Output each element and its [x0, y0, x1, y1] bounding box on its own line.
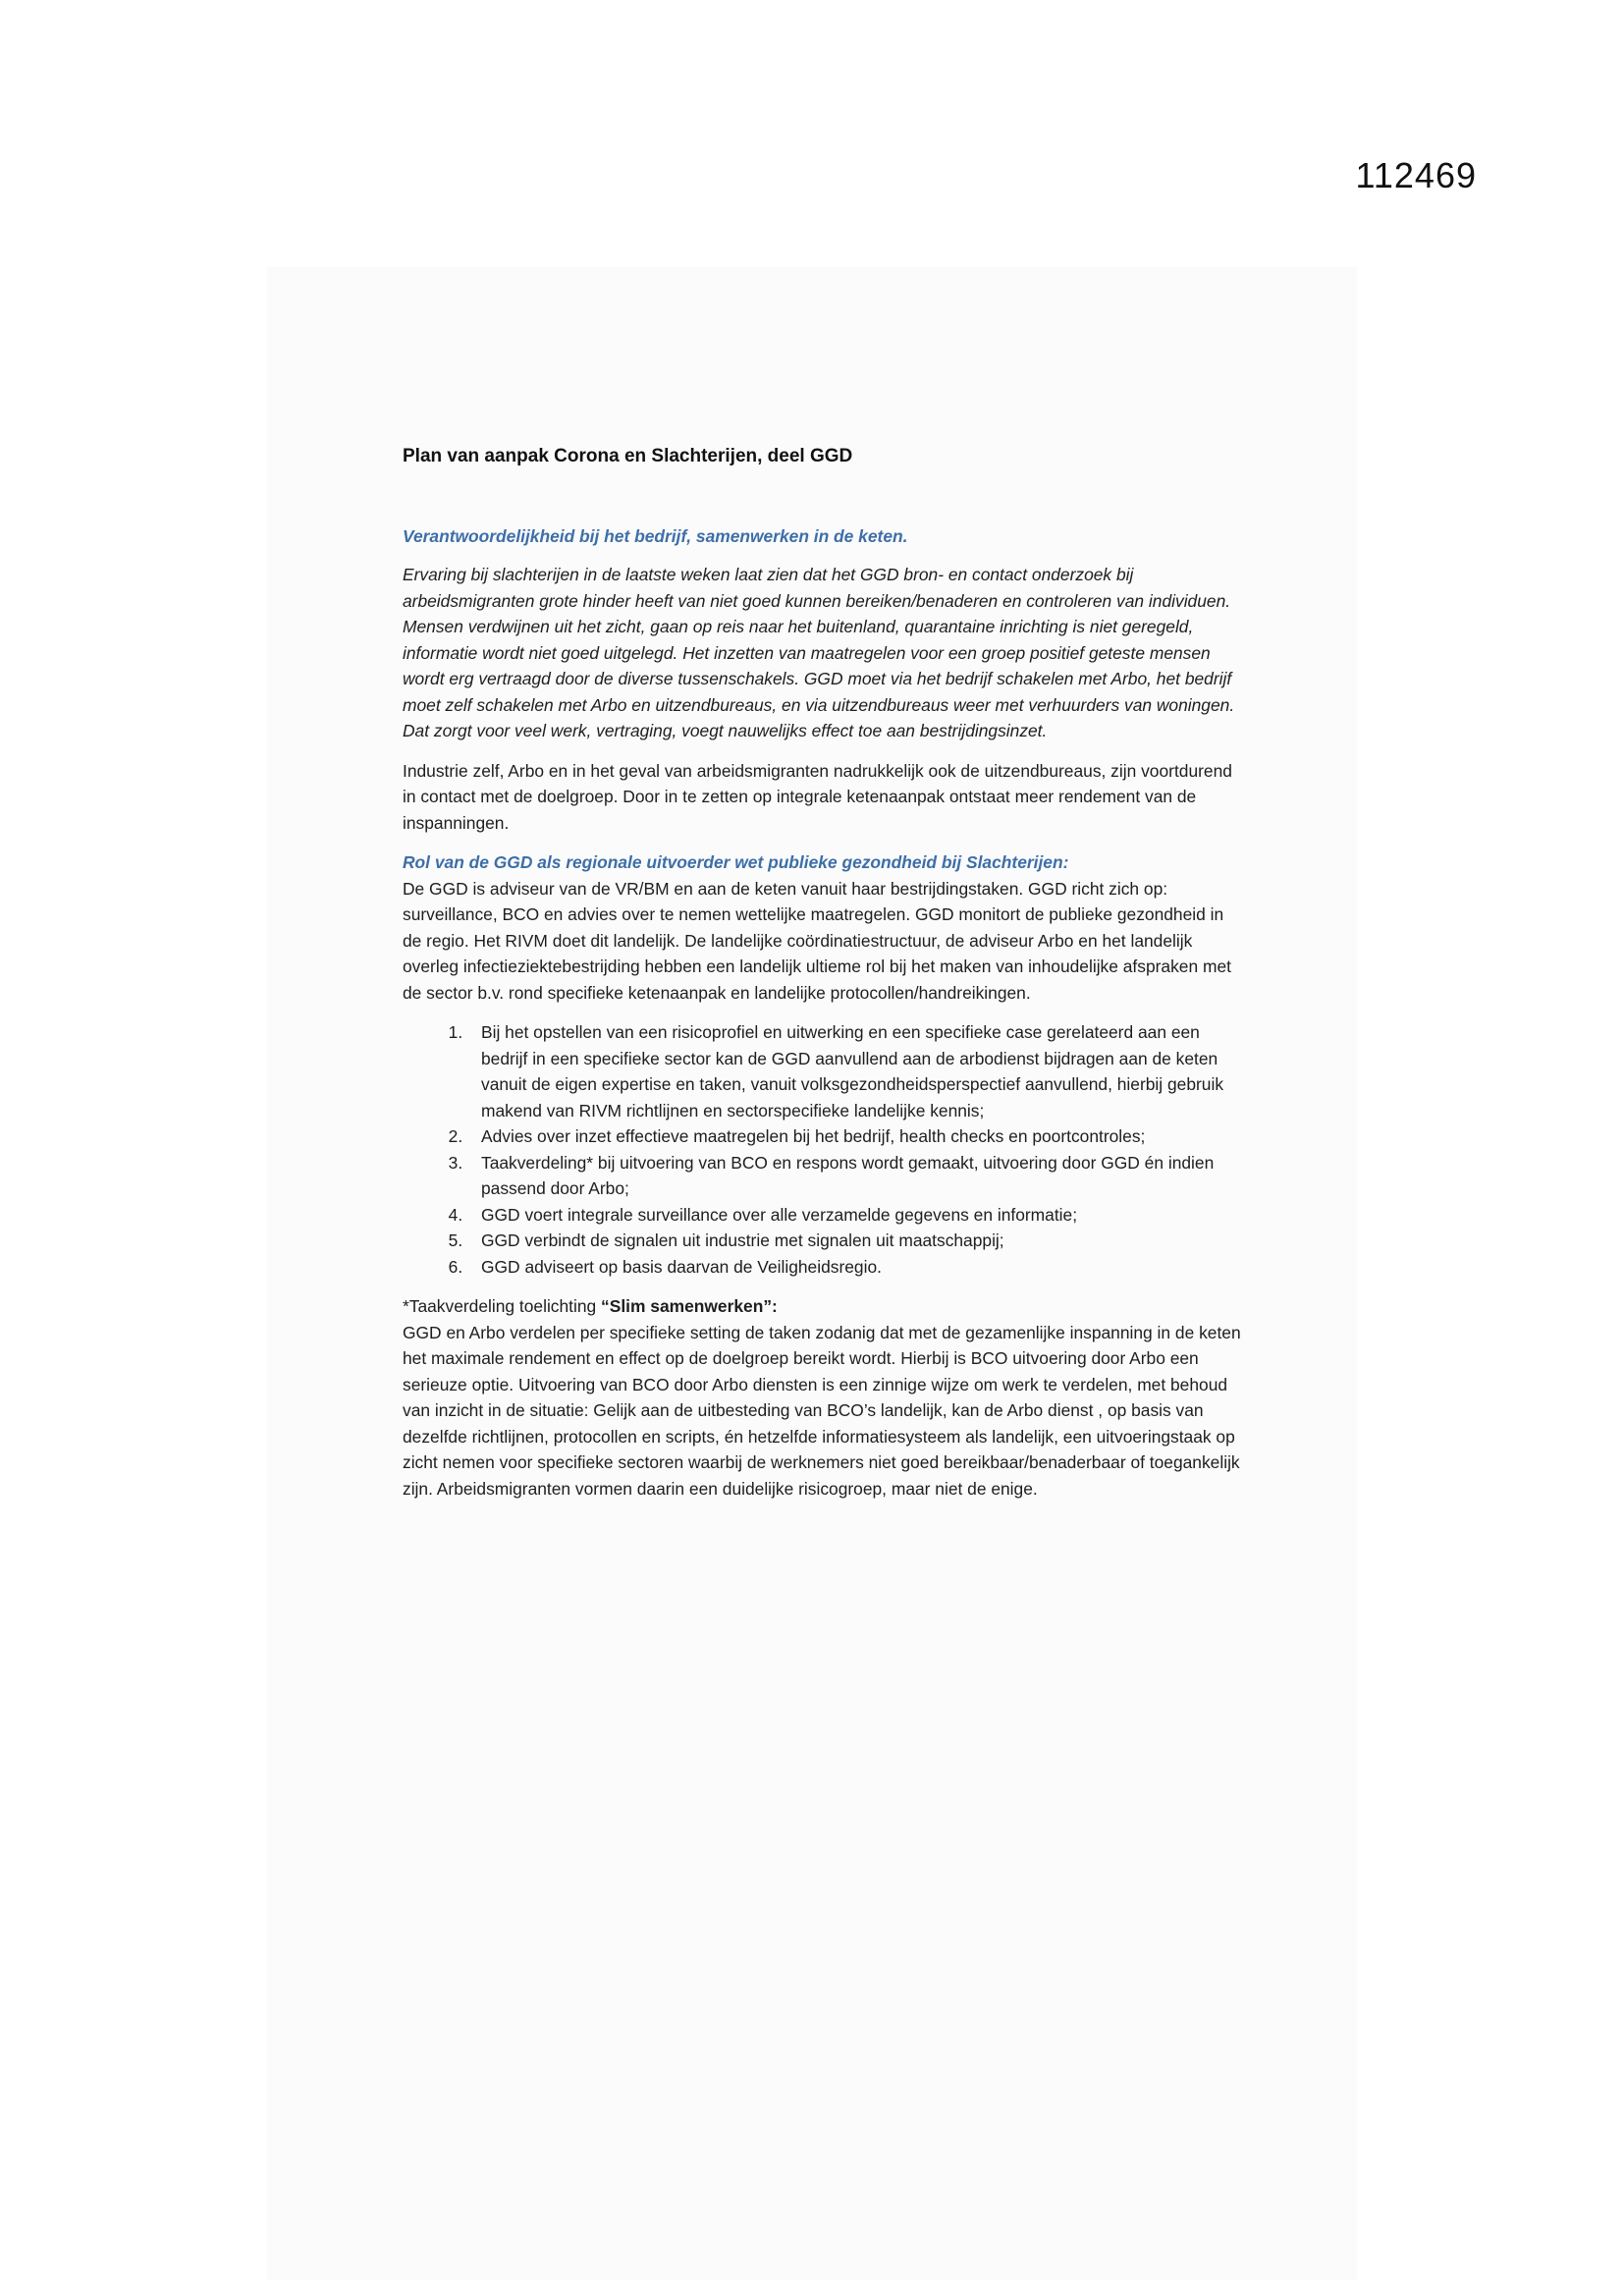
note-heading-prefix: *Taakverdeling toelichting	[403, 1296, 602, 1316]
paragraph-smart-collaboration: GGD en Arbo verdelen per specifieke setting de taken zodanig dat met de gezamenlijke inspanning in de keten het maximale rendement en effect op de doelgroep bereikt wordt. Hierbij is BCO uitvoering door Arbo een serieuze optie. Uitvoering van BCO door Arbo diensten is een zinnige wijze om werk te verdelen, met behoud van inzicht in de situatie: Gelijk aan de uitbesteding van BCO’s landelijk, kan de Arbo dienst , op basis van dezelfde richtlijnen, protocollen en scripts, én hetzelfde informatiesysteem als landelijk, een uitvoeringstaak op zicht nemen voor specifieke sectoren waarbij de werknemers niet goed bereikbaar/benaderbaar of toegankelijk zijn. Arbeidsmigranten vormen daarin een duidelijke risicogroep, maar niet de enige.	[403, 1322, 1241, 1499]
list-item: 4. GGD voert integrale surveillance over alle verzamelde gegevens en informatie;	[467, 1202, 1247, 1229]
list-item: 3. Taakverdeling* bij uitvoering van BCO en respons wordt gemaakt, uitvoering door GGD én indien passend door Arbo;	[467, 1150, 1247, 1202]
section-heading-ggd-role: Rol van de GGD als regionale uitvoerder wet publieke gezondheid bij Slachterijen:	[403, 852, 1069, 872]
note-heading-bold: “Slim samenwerken”:	[601, 1296, 778, 1316]
list-item: 1. Bij het opstellen van een risicoprofiel en uitwerking en een specifieke case gerelateerd aan een bedrijf in een specifieke sector kan de GGD aanvullend aan de arbodienst bijdragen aan de keten vanuit de eigen expertise en taken, vanuit volksgezondheidsperspectief aanvullend, hierbij gebruik makend van RIVM richtlijnen en sectorspecifieke landelijke kennis;	[467, 1019, 1247, 1123]
document-number: 112469	[1355, 155, 1477, 195]
paragraph-experience: Ervaring bij slachterijen in de laatste weken laat zien dat het GGD bron- en contact onderzoek bij arbeidsmigranten grote hinder heeft van niet goed kunnen bereiken/benaderen en controleren van individuen. Mensen verdwijnen uit het zicht, gaan op reis naar het buitenland, quarantaine inrichting is niet geregeld, informatie wordt niet goed uitgelegd. Het inzetten van maatregelen voor een groep positief geteste mensen wordt erg vertraagd door de diverse tussenschakels. GGD moet via het bedrijf schakelen met Arbo, het bedrijf moet zelf schakelen met Arbo en uitzendbureaus, en via uitzendbureaus weer met verhuurders van woningen. Dat zorgt voor veel werk, vertraging, voegt nauwelijks effect toe aan bestrijdingsinzet.	[403, 565, 1235, 740]
document-title: Plan van aanpak Corona en Slachterijen, deel GGD	[403, 446, 853, 466]
numbered-list	[403, 1019, 1247, 1280]
section-heading-responsibility: Verantwoordelijkheid bij het bedrijf, samenwerken in de keten.	[403, 525, 908, 546]
list-item: 2. Advies over inzet effectieve maatregelen bij het bedrijf, health checks en poortcontroles;	[467, 1123, 1247, 1150]
paragraph-ggd-role: De GGD is adviseur van de VR/BM en aan de keten vanuit haar bestrijdingstaken. GGD richt zich op: surveillance, BCO en advies over te nemen wettelijke maatregelen. GGD monitort de publieke gezondheid in de regio. Het RIVM doet dit landelijk. De landelijke coördinatiestructuur, de adviseur Arbo en het landelijk overleg infectieziektebestrijding hebben een landelijk ultieme rol bij het maken van inhoudelijke afspraken met de sector b.v. rond specifieke ketenaanpak en landelijke protocollen/handreikingen.	[403, 878, 1231, 1003]
document-body	[403, 444, 1247, 1502]
paragraph-industry: Industrie zelf, Arbo en in het geval van arbeidsmigranten nadrukkelijk ook de uitzendbureaus, zijn voortdurend in contact met de doelgroep. Door in te zetten op integrale ketenaanpak ontstaat meer rendement van de inspanningen.	[403, 760, 1232, 833]
note-heading	[403, 1293, 1247, 1320]
list-item: 5. GGD verbindt de signalen uit industrie met signalen uit maatschappij;	[467, 1228, 1247, 1254]
list-item: 6. GGD adviseert op basis daarvan de Veiligheidsregio.	[467, 1254, 1247, 1281]
